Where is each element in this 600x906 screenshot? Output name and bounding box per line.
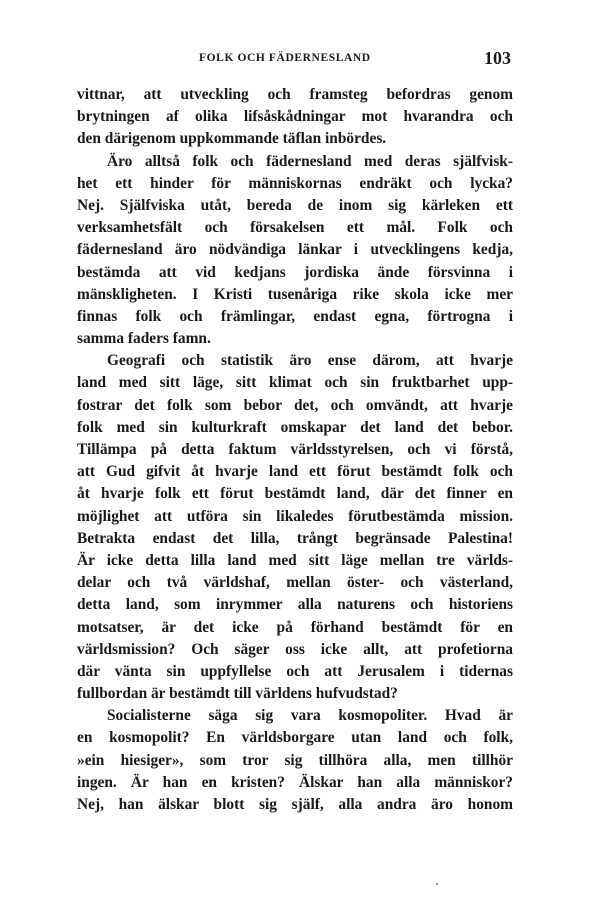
- text-line: »ein hiesiger», som tror sig tillhöra alla, men tillhör: [77, 751, 513, 769]
- text-line: motsatser, är det icke på förhand bestämdt för en: [77, 618, 513, 636]
- text-line: verksamhetsfält och försakelsen ett mål. Folk och: [77, 219, 513, 237]
- text-line: land med sitt läge, sitt klimat och sin fruktbarhet upp-: [77, 374, 513, 392]
- text-line: fostrar det folk som bebor det, och omvändt, att hvarje: [77, 396, 513, 414]
- text-line: den därigenom uppkommande täflan inbördes.: [77, 130, 387, 148]
- text-line: ingen. Är han en kristen? Älskar han alla människor?: [77, 773, 513, 791]
- text-line: Äro alltså folk och fädernesland med deras själfvisk-: [107, 152, 513, 170]
- text-line: att Gud gifvit åt hvarje land ett förut bestämdt folk och: [77, 463, 513, 481]
- text-line: Är icke detta lilla land med sitt läge mellan tre världs-: [77, 551, 513, 569]
- paper-speck: [436, 883, 438, 885]
- running-title: FOLK OCH FÄDERNESLAND: [199, 52, 371, 64]
- text-line: vittnar, att utveckling och framsteg befordras genom: [77, 86, 513, 103]
- text-line: Betrakta endast det lilla, trångt begränsade Palestina!: [77, 529, 513, 547]
- text-line: delar och två världshaf, mellan öster- och västerland,: [77, 574, 513, 592]
- text-line: Socialisterne säga sig vara kosmopoliter. Hvad är: [107, 707, 513, 725]
- text-line: Tillämpa på detta faktum världsstyrelsen, och vi förstå,: [77, 441, 513, 458]
- text-line: åt hvarje folk ett förut bestämdt land, där det finner en: [77, 485, 513, 503]
- text-line: folk med sin kulturkraft omskapar det land det bebor.: [77, 418, 513, 436]
- text-line: Geografi och statistik äro ense därom, att hvarje: [107, 352, 513, 370]
- text-line: finnas folk och främlingar, endast egna, förtrogna i: [77, 307, 513, 325]
- text-line: fädernesland äro nödvändiga länkar i utvecklingens kedja,: [77, 241, 513, 259]
- text-line: fullbordan är bestämdt till världens hufvudstad?: [77, 685, 398, 703]
- running-head: [77, 48, 511, 72]
- body-text: [77, 84, 513, 816]
- text-line: en kosmopolit? En världsborgare utan land och folk,: [77, 729, 513, 747]
- text-line: detta land, som inrymmer alla naturens och historiens: [77, 596, 513, 614]
- text-line: möjlighet att utföra sin likaledes förutbestämda mission.: [77, 507, 513, 525]
- text-line: mänskligheten. I Kristi tusenåriga rike skola icke mer: [77, 285, 513, 303]
- text-line: samma faders famn.: [77, 330, 211, 348]
- text-line: bestämda att vid kedjans jordiska ände försvinna i: [77, 263, 513, 281]
- text-line: där vänta sin uppfyllelse och att Jerusalem i tidernas: [77, 662, 513, 680]
- text-line: het ett hinder för människornas endräkt och lycka?: [77, 174, 513, 192]
- text-line: Nej. Själfviska utåt, bereda de inom sig kärleken ett: [77, 196, 513, 214]
- text-line: brytningen af olika lifsåskådningar mot hvarandra och: [77, 108, 513, 126]
- text-line: världsmission? Och säger oss icke allt, att profetiorna: [77, 640, 513, 658]
- page-number: 103: [484, 48, 511, 68]
- text-line: Nej, han älskar blott sig själf, alla andra äro honom: [77, 796, 513, 813]
